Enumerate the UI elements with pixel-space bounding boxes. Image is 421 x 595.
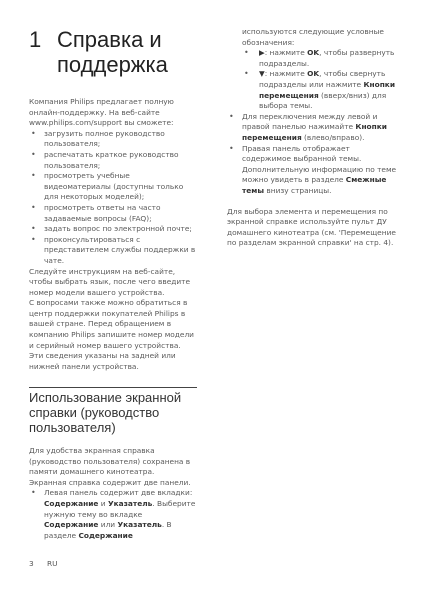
- text: и: [98, 498, 108, 508]
- text: Для переключения между левой и правой панелью нажимайте: [242, 111, 378, 132]
- text: , чтобы свернуть подразделы или нажмите: [259, 69, 386, 89]
- contents-tab-label: Содержание: [44, 498, 99, 508]
- ok-key-label: OK: [307, 48, 320, 58]
- remote-usage-paragraph: Для выбора элемента и перемещения по экранной справке используйте пульт ДУ домашнего кинотеатра (см. 'Перемещение по разделам экранной справки' на стр. 4).: [227, 206, 396, 248]
- section-divider: [29, 387, 197, 388]
- continued-text: используются следующие условные обозначения:: [242, 27, 384, 47]
- panels-list-continued: [227, 112, 399, 197]
- list-item: • распечатать краткое руководство пользователя;: [29, 150, 197, 171]
- chapter-number: 1: [29, 27, 42, 52]
- list-item: [227, 112, 399, 144]
- right-column: [227, 27, 399, 249]
- intro-paragraph: Компания Philips предлагает полную онлайн-поддержку. На веб-сайте www.philips.com/support вы сможете:: [29, 97, 174, 128]
- index-tab-label: Указатель: [107, 498, 153, 508]
- text: внизу страницы.: [264, 185, 332, 195]
- section-paragraph: Для удобства экранная справка (руководство пользователя) сохранена в памяти домашнего кинотеатра.: [29, 446, 191, 477]
- list-item: • просмотреть учебные видеоматериалы (доступны только для некоторых моделей);: [29, 171, 197, 203]
- text: (вверх/вниз) для выбора темы.: [259, 90, 387, 111]
- collapse-arrow-icon: ▼: [259, 69, 265, 79]
- navigation-buttons-label: Кнопки перемещения: [242, 122, 387, 142]
- ok-key-label: OK: [307, 69, 320, 79]
- expand-arrow-icon: ▶: [259, 48, 265, 58]
- list-item: • проконсультироваться с представителем службы поддержки в чате.: [29, 235, 197, 267]
- list-item: [29, 488, 197, 541]
- section-title: Использование экранной справки (руководство пользователя): [29, 390, 182, 435]
- page-number: 3: [29, 559, 34, 568]
- text: Левая панель содержит две вкладки:: [44, 488, 193, 498]
- support-options-list: [29, 129, 197, 267]
- contents-tab-label: Содержание: [78, 530, 133, 540]
- navigation-buttons-label: Кнопки перемещения: [259, 79, 395, 100]
- index-tab-label: Указатель: [117, 520, 162, 530]
- section-column: [29, 446, 197, 541]
- text: : нажмите: [264, 48, 308, 58]
- list-item: • задать вопрос по электронной почте;: [29, 224, 197, 235]
- text: Правая панель отображает содержимое выбранной темы. Дополнительную информацию по теме можно увидеть в разделе: [242, 143, 397, 185]
- section-paragraph: Экранная справка содержит две панели.: [29, 477, 191, 487]
- text: . Выберите нужную тему во вкладке: [44, 498, 196, 519]
- related-topics-label: Смежные темы: [242, 175, 387, 195]
- conventions-list: [227, 48, 399, 112]
- list-item: [242, 48, 399, 69]
- list-item: • загрузить полное руководство пользователя;: [29, 129, 197, 150]
- contents-tab-label: Содержание: [44, 520, 99, 530]
- text: : нажмите: [264, 69, 308, 79]
- list-item: • просмотреть ответы на часто задаваемые вопросы (FAQ);: [29, 203, 197, 224]
- chapter-title: Справка и поддержка: [57, 27, 168, 77]
- list-item: [242, 69, 399, 111]
- text: или: [98, 520, 118, 530]
- page-footer: [29, 559, 58, 568]
- text: (влево/вправо).: [301, 132, 365, 142]
- instructions-paragraph: Следуйте инструкциям на веб-сайте, чтобы выбрать язык, после чего введите номер модели вашего устройства.: [29, 266, 191, 297]
- intro-column: [29, 97, 197, 372]
- text: . В разделе: [44, 520, 172, 540]
- language-code: RU: [47, 559, 58, 568]
- text: , чтобы развернуть подразделы.: [259, 48, 395, 68]
- list-item: [227, 144, 399, 197]
- panels-list: [29, 488, 197, 541]
- contact-paragraph: С вопросами также можно обратиться в центр поддержки покупателей Philips в вашей стране. Перед обращением в компанию Philips запишите номер модели и серийный номер вашего устройства. Эти сведения указаны на задней или нижней панели устройства.: [29, 298, 194, 371]
